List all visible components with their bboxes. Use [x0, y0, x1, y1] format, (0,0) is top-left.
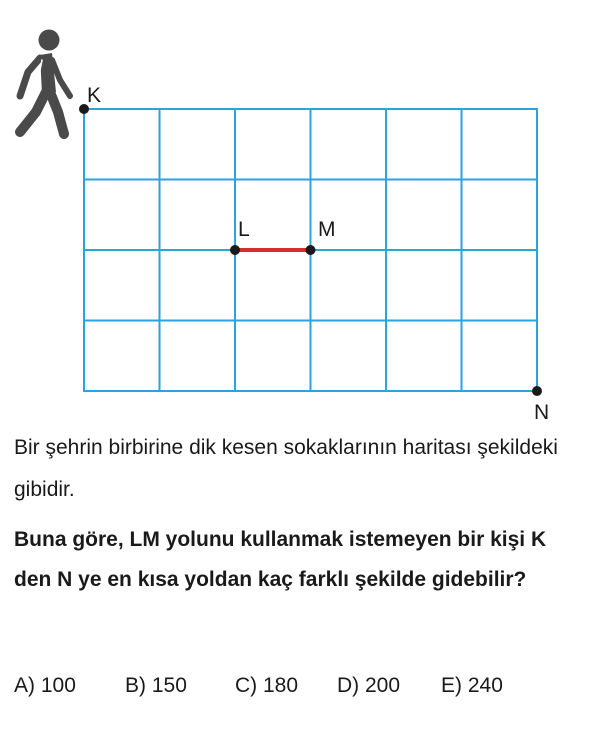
walking-person-icon — [20, 30, 70, 135]
point-l — [230, 245, 240, 255]
point-m — [306, 245, 316, 255]
option-d[interactable]: D) 200 — [337, 674, 401, 697]
label-m: M — [318, 218, 336, 241]
problem-description: Bir şehrin birbirine dik kesen sokaklarının haritası şekildeki gibidir. — [14, 436, 558, 501]
problem-question: Buna göre, LM yolunu kullanmak istemeyen bir kişi K den N ye en kısa yoldan kaç farklı şekilde gidebilir? — [14, 528, 547, 591]
label-n: N — [534, 401, 550, 424]
option-a[interactable]: A) 100 — [14, 674, 76, 697]
option-c[interactable]: C) 180 — [235, 674, 299, 697]
label-k: K — [87, 84, 102, 107]
point-n — [532, 386, 542, 396]
option-e[interactable]: E) 240 — [441, 674, 503, 697]
option-b[interactable]: B) 150 — [125, 674, 187, 697]
label-l: L — [238, 218, 250, 241]
